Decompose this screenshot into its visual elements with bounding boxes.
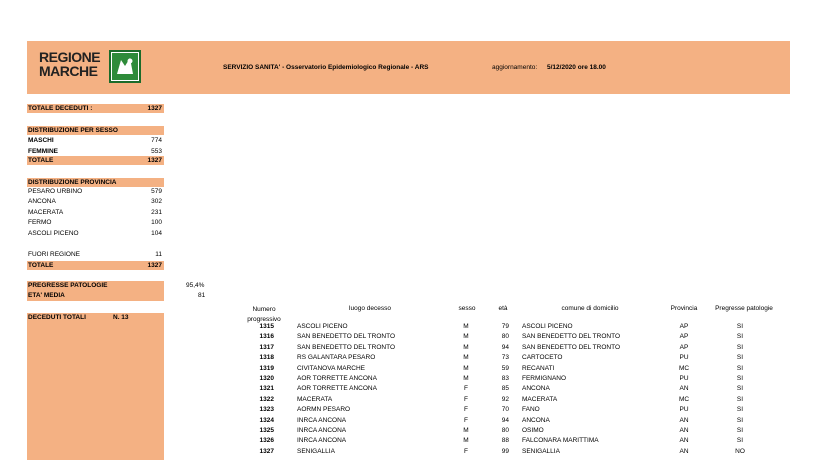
cell-prov: AN xyxy=(679,385,689,393)
cell-luogo: SAN BENEDETTO DEL TRONTO xyxy=(297,343,396,351)
cell-prov: PU xyxy=(679,354,689,362)
cell-eta: 94 xyxy=(501,416,509,424)
cell-comune: SENIGALLIA xyxy=(522,447,560,455)
sesso-total-bar xyxy=(27,156,164,165)
cell-comune: ANCONA xyxy=(522,416,550,424)
cell-pat: SI xyxy=(736,437,744,445)
cell-eta: 79 xyxy=(501,323,509,330)
deceduti-totali-label: DECEDUTI TOTALI xyxy=(28,314,86,321)
provincia-value: 100 xyxy=(151,219,162,226)
cell-prov: AN xyxy=(679,427,689,434)
cell-pat: SI xyxy=(736,375,744,382)
cell-eta: 80 xyxy=(501,427,509,434)
cell-pat: SI xyxy=(736,427,744,434)
sesso-row-femmine xyxy=(27,147,164,156)
provincia-row xyxy=(27,197,164,206)
cell-num: 1317 xyxy=(259,343,274,351)
regione-marche-logo xyxy=(39,50,159,84)
cell-luogo: RS GALANTARA PESARO xyxy=(297,354,376,362)
cell-sesso: M xyxy=(463,437,469,445)
cell-comune: ASCOLI PICENO xyxy=(522,323,573,330)
update-value: 5/12/2020 ore 18.00 xyxy=(547,64,606,71)
cell-num: 1315 xyxy=(259,323,274,330)
cell-luogo: AOR TORRETTE ANCONA xyxy=(297,375,377,382)
cell-sesso: F xyxy=(464,447,468,455)
cell-luogo: CIVITANOVA MARCHE xyxy=(297,364,366,372)
cell-num: 1325 xyxy=(259,427,274,434)
cell-sesso: M xyxy=(463,333,469,341)
provincia-value: 302 xyxy=(151,198,162,205)
provincia-value: 579 xyxy=(151,188,162,195)
cell-num: 1323 xyxy=(259,406,274,414)
sesso-title-text: DISTRIBUZIONE PER SESSO xyxy=(28,127,118,134)
provincia-title xyxy=(27,178,164,187)
cell-eta: 73 xyxy=(501,354,509,362)
cell-comune: RECANATI xyxy=(522,364,555,372)
table-row xyxy=(0,343,819,353)
cell-luogo: ASCOLI PICENO xyxy=(297,323,348,330)
table-row xyxy=(0,384,819,394)
cell-pat: SI xyxy=(736,364,744,372)
cell-pat: NO xyxy=(735,447,745,455)
provincia-total-value: 1327 xyxy=(147,262,162,269)
provincia-total-label: TOTALE xyxy=(28,262,54,269)
sesso-total-value: 1327 xyxy=(147,157,162,164)
provincia-row xyxy=(27,187,164,196)
logo-text xyxy=(39,50,100,78)
cell-prov: PU xyxy=(679,406,689,414)
cell-luogo: INRCA ANCONA xyxy=(297,427,347,434)
cell-sesso: F xyxy=(464,406,468,414)
cell-eta: 85 xyxy=(501,385,509,393)
stats-bar xyxy=(27,281,164,301)
provincia-value: 104 xyxy=(151,230,162,237)
cell-eta: 92 xyxy=(501,395,509,403)
cell-luogo: INRCA ANCONA xyxy=(297,416,347,424)
cell-num: 1327 xyxy=(259,447,274,455)
col-header-eta: età xyxy=(498,305,508,312)
cell-eta: 80 xyxy=(501,333,509,341)
cell-eta: 88 xyxy=(501,437,509,445)
logo-line2: MARCHE xyxy=(39,63,98,79)
table-row xyxy=(0,426,819,436)
cell-sesso: F xyxy=(464,395,468,403)
eta-media-label: ETA' MEDIA xyxy=(28,292,65,299)
sesso-total-label: TOTALE xyxy=(28,157,54,164)
update-label: aggiornamento: xyxy=(492,64,538,71)
table-row xyxy=(0,322,819,332)
table-row xyxy=(0,416,819,426)
provincia-label: ANCONA xyxy=(28,198,56,205)
cell-luogo: AORMN PESARO xyxy=(297,406,351,414)
table-row xyxy=(0,405,819,415)
col-header-provincia: Provincia xyxy=(670,305,698,312)
cell-prov: MC xyxy=(678,364,690,372)
cell-eta: 99 xyxy=(501,447,509,455)
cell-pat: SI xyxy=(736,406,744,414)
cell-num: 1319 xyxy=(259,364,274,372)
provincia-label: PESARO URBINO xyxy=(28,188,83,195)
cell-pat: SI xyxy=(736,333,744,341)
cell-pat: SI xyxy=(736,395,744,403)
patologie-label: PREGRESSE PATOLOGIE xyxy=(28,282,108,289)
provincia-row-fuori xyxy=(27,250,164,259)
cell-eta: 70 xyxy=(501,406,509,414)
col-header-comune: comune di domicilio xyxy=(561,305,619,312)
cell-pat: SI xyxy=(736,385,744,393)
cell-sesso: F xyxy=(464,385,468,393)
cell-luogo: AOR TORRETTE ANCONA xyxy=(297,385,377,393)
cell-comune: SAN BENEDETTO DEL TRONTO xyxy=(522,333,621,341)
cell-prov: AN xyxy=(679,447,689,455)
col-header-sesso: sesso xyxy=(458,305,476,312)
cell-sesso: F xyxy=(464,416,468,424)
patologie-value: 95,4% xyxy=(186,282,205,289)
provincia-title-text: DISTRIBUZIONE PROVINCIA xyxy=(28,179,117,186)
cell-pat: SI xyxy=(736,354,744,362)
table-row xyxy=(0,447,819,457)
cell-prov: AP xyxy=(679,323,689,330)
cell-eta: 94 xyxy=(501,343,509,351)
sesso-value: 553 xyxy=(151,148,162,155)
provincia-row xyxy=(27,218,164,227)
cell-eta: 59 xyxy=(501,364,509,372)
cell-sesso: M xyxy=(463,375,469,382)
col-header-luogo: luogo decesso xyxy=(349,305,391,312)
cell-prov: MC xyxy=(678,395,690,403)
provincia-label: FUORI REGIONE xyxy=(28,251,81,258)
cell-prov: AN xyxy=(679,416,689,424)
provincia-row xyxy=(27,229,164,238)
cell-luogo: SAN BENEDETTO DEL TRONTO xyxy=(297,333,396,341)
cell-comune: FERMIGNANO xyxy=(522,375,567,382)
sesso-value: 774 xyxy=(151,137,162,144)
sesso-label: FEMMINE xyxy=(28,148,58,155)
cell-num: 1321 xyxy=(259,385,274,393)
cell-comune: MACERATA xyxy=(522,395,558,403)
cell-comune: CARTOCETO xyxy=(522,354,563,362)
cell-num: 1326 xyxy=(259,437,274,445)
regione-emblem-icon xyxy=(109,50,141,83)
table-row xyxy=(0,395,819,405)
col-header-numero-line1: Numero xyxy=(252,306,276,313)
provincia-label: FERMO xyxy=(28,219,52,226)
col-header-numero-line2: progressivo xyxy=(247,316,281,323)
cell-sesso: M xyxy=(463,354,469,362)
cell-comune: SAN BENEDETTO DEL TRONTO xyxy=(522,343,621,351)
cell-prov: AP xyxy=(679,333,689,341)
cell-luogo: INRCA ANCONA xyxy=(297,437,347,445)
cell-prov: AN xyxy=(679,437,689,445)
cell-num: 1316 xyxy=(259,333,274,341)
provincia-total-bar xyxy=(27,261,164,270)
totale-deceduti-value: 1327 xyxy=(147,105,162,112)
provincia-row xyxy=(27,208,164,217)
deceduti-totali-n: N. 13 xyxy=(113,314,129,321)
cell-comune: OSIMO xyxy=(522,427,544,434)
cell-eta: 83 xyxy=(501,375,509,382)
sesso-row-maschi xyxy=(27,136,164,145)
cell-num: 1320 xyxy=(259,375,274,382)
table-row xyxy=(0,332,819,342)
cell-pat: SI xyxy=(736,416,744,424)
service-title: SERVIZIO SANITA' - Osservatorio Epidemiologico Regionale - ARS xyxy=(223,64,429,71)
cell-sesso: M xyxy=(463,323,469,330)
totale-deceduti-bar xyxy=(27,104,164,113)
cell-prov: PU xyxy=(679,375,689,382)
provincia-value: 231 xyxy=(151,209,162,216)
provincia-label: MACERATA xyxy=(28,209,64,216)
cell-num: 1322 xyxy=(259,395,274,403)
cell-luogo: SENIGALLIA xyxy=(297,447,335,455)
sesso-label: MASCHI xyxy=(28,137,54,144)
table-row xyxy=(0,353,819,363)
provincia-value: 11 xyxy=(155,251,162,258)
sesso-title xyxy=(27,126,164,135)
cell-comune: FALCONARA MARITTIMA xyxy=(522,437,599,445)
cell-comune: FANO xyxy=(522,406,540,414)
logo-line1: REGIONE xyxy=(39,49,101,65)
provincia-label: ASCOLI PICENO xyxy=(28,230,79,237)
table-row xyxy=(0,436,819,446)
cell-pat: SI xyxy=(736,343,744,351)
cell-sesso: M xyxy=(463,343,469,351)
cell-comune: ANCONA xyxy=(522,385,550,393)
table-row xyxy=(0,364,819,374)
cell-prov: AP xyxy=(679,343,689,351)
eta-media-value: 81 xyxy=(198,292,206,299)
cell-sesso: M xyxy=(463,427,469,434)
col-header-patologie: Pregresse patologie xyxy=(715,305,773,312)
cell-pat: SI xyxy=(736,323,744,330)
totale-deceduti-label: TOTALE DECEDUTI : xyxy=(28,105,93,112)
cell-num: 1324 xyxy=(259,416,274,424)
cell-luogo: MACERATA xyxy=(297,395,333,403)
table-row xyxy=(0,374,819,384)
cell-sesso: M xyxy=(463,364,469,372)
cell-num: 1318 xyxy=(259,354,274,362)
